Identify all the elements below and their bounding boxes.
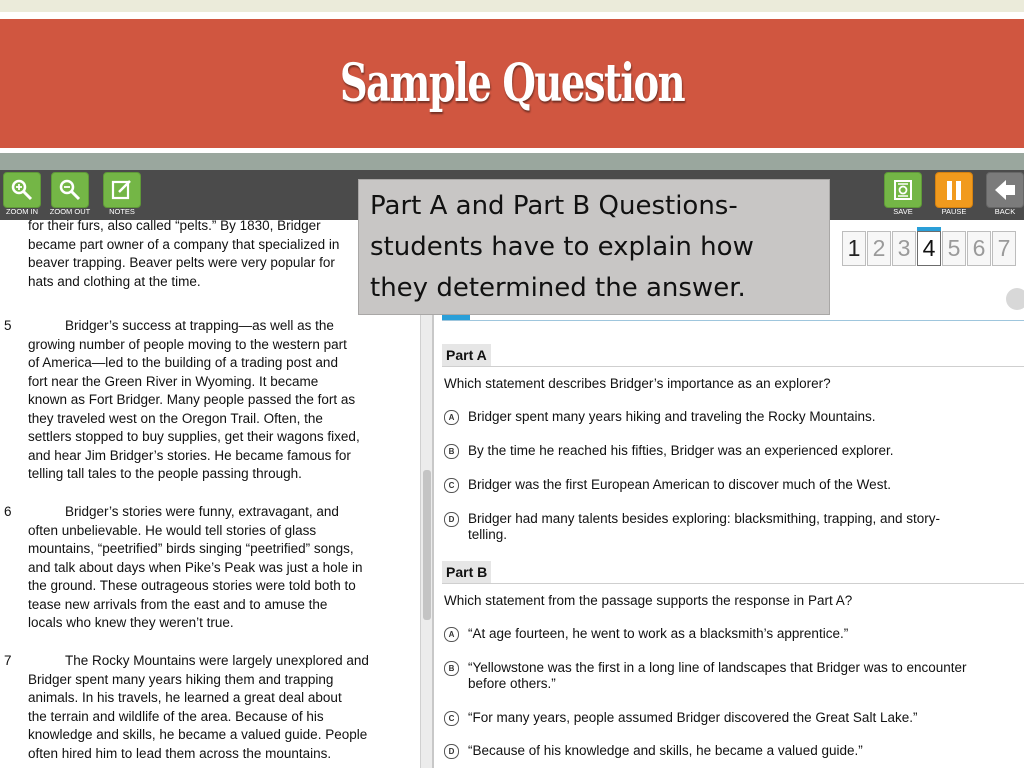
option-letter-b[interactable]: B (444, 444, 459, 459)
passage-line: known as Fort Bridger. Many people passed the fort as (28, 392, 356, 407)
passage-line: became part owner of a company that specialized in (28, 236, 340, 252)
option-letter-a[interactable]: A (444, 627, 459, 642)
passage-line: Bridger’s stories were funny, extravagant, and (65, 504, 339, 519)
save-label: SAVE (893, 207, 913, 216)
paragraph-number: 5 (4, 318, 12, 333)
passage-line: of America—led to the building of a trading post and (28, 355, 338, 370)
zoom-out-button[interactable] (48, 170, 92, 220)
passage-scrollbar-thumb[interactable] (423, 470, 431, 620)
pause-label: PAUSE (941, 207, 967, 216)
question-number-button[interactable]: 5 (942, 231, 966, 266)
option-letter-a[interactable]: A (444, 410, 459, 425)
passage-line: the terrain and wildlife of the area. Because of his (28, 708, 324, 724)
option-text: before others.” (468, 676, 556, 691)
passage-line: The Rocky Mountains were largely unexplored and (65, 653, 369, 668)
question-number-button[interactable]: 2 (867, 231, 891, 266)
passage-line: telling tall tales to the people passing through. (28, 466, 302, 481)
option-letter-c[interactable]: C (444, 711, 459, 726)
option-text: “Yellowstone was the first in a long line of landscapes that Bridger was to encounter (468, 660, 967, 675)
paragraph-number: 7 (4, 653, 12, 668)
passage-line: knowledge and skills, he became a valued guide. People (28, 727, 368, 742)
passage-line: for their furs, also called “pelts.” By 1830, Bridger (28, 220, 321, 233)
passage-line: beaver trapping. Beaver pelts were very popular for (28, 255, 335, 270)
zoom-out-label: ZOOM OUT (49, 207, 91, 216)
option-text: By the time he reached his fifties, Bridger was an experienced explorer. (468, 443, 894, 458)
zoom-out-icon (51, 172, 89, 208)
zoom-in-icon (3, 172, 41, 208)
callout-line: Part A and Part B Questions- (370, 191, 738, 221)
part-a-label: Part A (442, 344, 1024, 367)
back-label: BACK (994, 207, 1016, 216)
passage-line: the ground. These outrageous stories were told both to (28, 578, 356, 593)
question-header-line (442, 320, 1024, 321)
notes-label: NOTES (109, 207, 135, 216)
notes-button[interactable] (100, 170, 144, 220)
part-b-stem: Which statement from the passage supports the response in Part A? (444, 593, 853, 608)
back-button[interactable] (983, 170, 1024, 220)
passage-line: often hired him to lead them across the mountains. (28, 745, 332, 761)
passage-line: fort near the Green River in Wyoming. It became (28, 373, 319, 389)
passage-line: tease new arrivals from the east and to amuse the (28, 596, 328, 612)
option-letter-b[interactable]: B (444, 661, 459, 676)
separator-bar (0, 153, 1024, 170)
save-icon (884, 172, 922, 208)
question-number-button[interactable]: 7 (992, 231, 1016, 266)
notes-icon (103, 172, 141, 208)
options-icon[interactable] (1006, 288, 1024, 310)
passage-line: Bridger’s success at trapping—as well as the (65, 318, 334, 333)
option-letter-d[interactable]: D (444, 744, 459, 759)
question-number-current[interactable]: 4 (917, 231, 941, 266)
option-text: “Because of his knowledge and skills, he became a valued guide.” (468, 743, 863, 758)
passage-line: and talk about days when Pike’s Peak was just a hole in (28, 559, 363, 575)
zoom-in-label: ZOOM IN (5, 207, 39, 216)
passage-line: often unbelievable. He would tell stories of glass (28, 522, 317, 538)
save-button[interactable] (881, 170, 925, 220)
passage-line: Bridger spent many years hiking them and trapping (28, 671, 334, 687)
passage-line: animals. In his travels, he learned a great deal about (28, 690, 342, 705)
callout-line: they determined the answer. (370, 273, 746, 303)
part-a-stem: Which statement describes Bridger’s importance as an explorer? (444, 376, 831, 391)
passage-line: locals who knew they weren’t true. (28, 615, 234, 630)
question-number-button[interactable]: 6 (967, 231, 991, 266)
passage-line: they traveled west on the Oregon Trail. Often, the (28, 410, 323, 426)
passage-line: settlers stopped to buy supplies, get their wagons fixed, (28, 429, 360, 444)
back-arrow-icon (986, 172, 1024, 208)
passage-line: mountains, “peetrified” birds singing “peetrified” songs, (28, 541, 354, 556)
option-text: “For many years, people assumed Bridger discovered the Great Salt Lake.” (468, 710, 918, 725)
passage-line: growing number of people moving to the western part (28, 336, 347, 352)
part-b-label: Part B (442, 561, 1024, 584)
question-number-button[interactable]: 3 (892, 231, 916, 266)
pause-icon (935, 172, 973, 208)
paragraph-number: 6 (4, 504, 12, 519)
callout-box (358, 179, 830, 315)
passage-line: and hear Jim Bridger’s stories. He became famous for (28, 447, 351, 463)
option-text: Bridger spent many years hiking and traveling the Rocky Mountains. (468, 409, 876, 424)
pause-button[interactable] (932, 170, 976, 220)
option-text: Bridger was the first European American to discover much of the West. (468, 477, 891, 492)
passage-line: hats and clothing at the time. (28, 273, 201, 289)
option-letter-c[interactable]: C (444, 478, 459, 493)
top-strip (0, 0, 1024, 12)
option-text: “At age fourteen, he went to work as a blacksmith’s apprentice.” (468, 626, 849, 641)
slide-title: Sample Question (339, 53, 685, 114)
option-text: telling. (468, 527, 508, 542)
question-number-button[interactable]: 1 (842, 231, 866, 266)
callout-line: students have to explain how (370, 232, 754, 262)
zoom-in-button[interactable] (0, 170, 44, 220)
option-letter-d[interactable]: D (444, 512, 459, 527)
option-text: Bridger had many talents besides exploring: blacksmithing, trapping, and story- (468, 511, 940, 526)
